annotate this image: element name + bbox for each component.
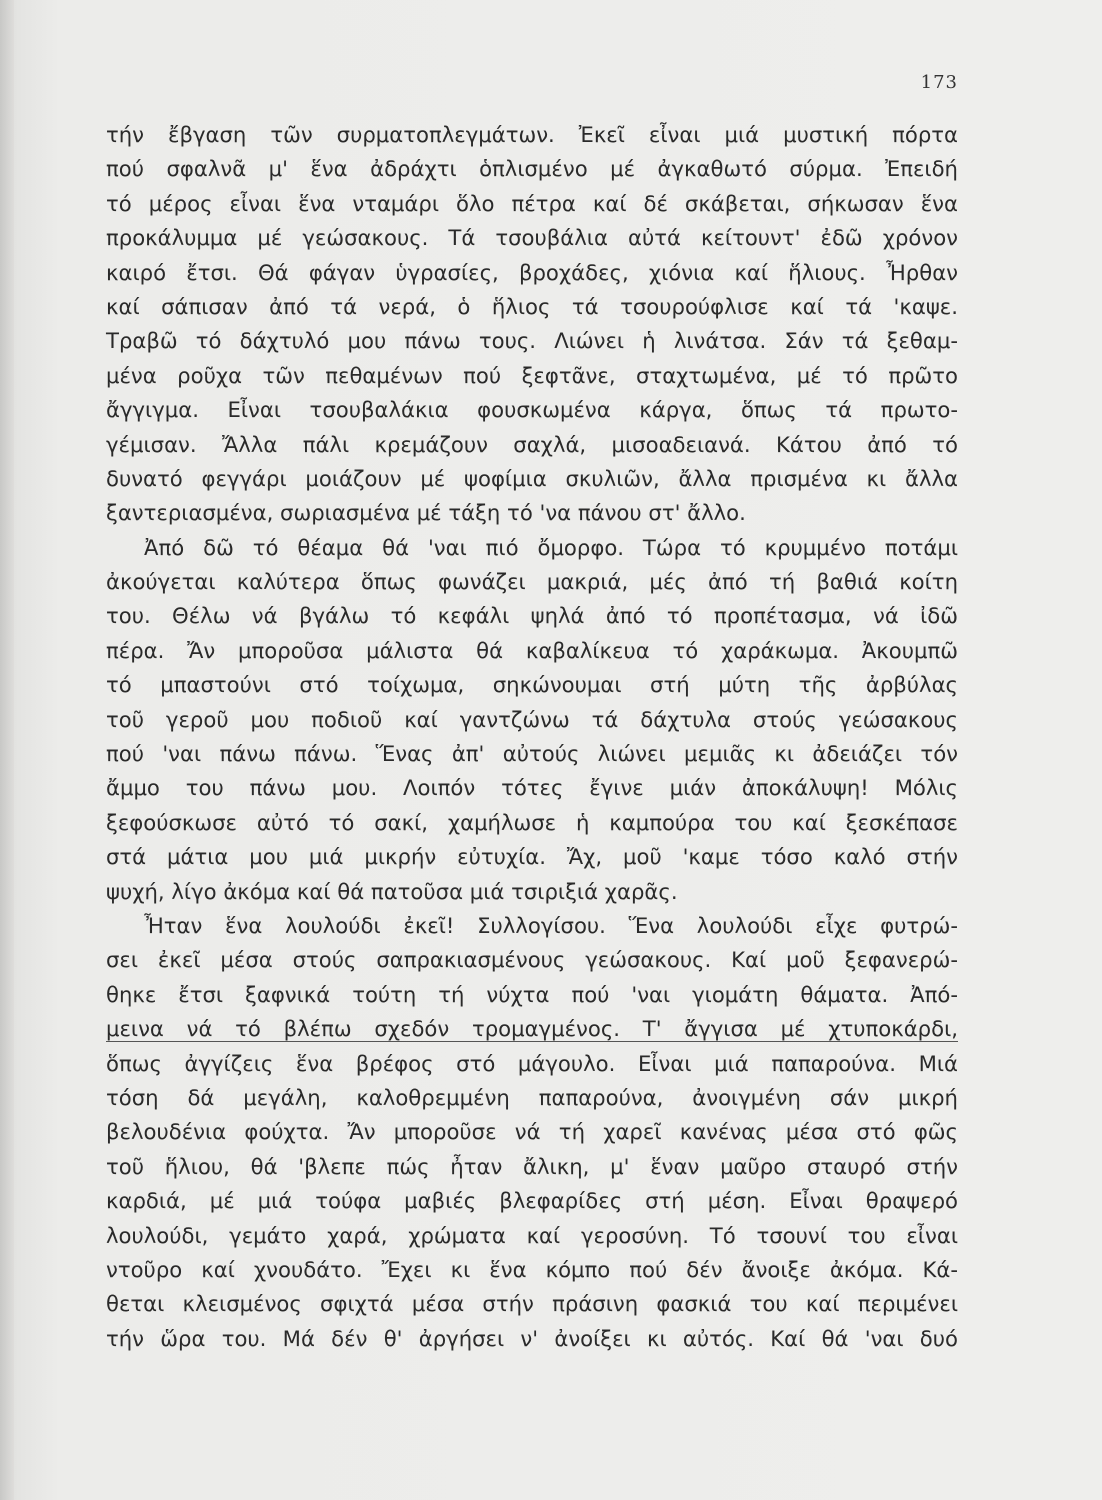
text-line-paragraph-end: ψυχή, λίγο ἀκόμα καί θά πατοῦσα μιά τσιριξιά χαρᾶς. <box>106 878 678 904</box>
text-line: τό μπαστούνι στό τοίχωμα, σηκώνουμαι στή μύτη τῆς ἀρβύλας <box>106 672 958 698</box>
text-line: βελουδένια φούχτα. Ἄν μποροῦσε νά τή χαρεῖ κανένας μέσα στό φῶς <box>106 1119 958 1145</box>
text-line: καιρό ἔτσι. Θά φάγαν ὑγρασίες, βροχάδες, χιόνια καί ἥλιους. Ἦρθαν <box>106 259 958 285</box>
text-line: καρδιά, μέ μιά τούφα μαβιές βλεφαρίδες στή μέση. Εἶναι θραψερό <box>106 1188 958 1214</box>
text-line: δυνατό φεγγάρι μοιάζουν μέ ψοφίμια σκυλιῶν, ἄλλα πρισμένα κι ἄλλα <box>106 465 958 491</box>
text-line: τήν ἔβγαση τῶν συρματοπλεγμάτων. Ἐκεῖ εἶναι μιά μυστική πόρτα <box>106 122 958 147</box>
text-line: λουλούδι, γεμάτο χαρά, χρώματα καί γεροσύνη. Τό τσουνί του εἶναι <box>106 1222 958 1248</box>
text-line-paragraph-end: ξαντεριασμένα, σωριασμένα μέ τάξη τό 'να πάνου στ' ἄλλο. <box>106 500 746 526</box>
book-spine-shadow <box>0 0 14 1500</box>
text-line: θεται κλεισμένος σφιχτά μέσα στήν πράσινη φασκιά του καί περιμένει <box>106 1291 958 1317</box>
text-line: ξεφούσκωσε αὐτό τό σακί, χαμήλωσε ἡ καμπούρα του καί ξεσκέπασε <box>106 809 958 835</box>
text-line: ὅπως ἀγγίζεις ἕνα βρέφος στό μάγουλο. Εἶναι μιά παπαρούνα. Μιά <box>106 1050 958 1076</box>
text-line: προκάλυμμα μέ γεώσακους. Τά τσουβάλια αὐτά κείτουντ' ἐδῶ χρόνον <box>106 225 958 251</box>
text-line-underlined: μεινα νά τό βλέπω σχεδόν τρομαγμένος. Τ' ἄγγισα μέ χτυποκάρδι, <box>106 1016 958 1042</box>
text-line: πέρα. Ἄν μποροῦσα μάλιστα θά καβαλίκευα τό χαράκωμα. Ἀκουμπῶ <box>106 637 958 663</box>
text-line: πού 'ναι πάνω πάνω. Ἕνας ἀπ' αὐτούς λιώνει μεμιᾶς κι ἀδειάζει τόν <box>106 741 958 767</box>
text-line-paragraph-start: Ἦταν ἕνα λουλούδι ἐκεῖ! Συλλογίσου. Ἕνα λουλούδι εἶχε φυτρώ- <box>144 912 958 938</box>
body-text <box>106 118 958 1356</box>
text-line: θηκε ἔτσι ξαφνικά τούτη τή νύχτα πού 'ναι γιομάτη θάματα. Ἀπό- <box>106 981 958 1007</box>
text-line: ἄγγιγμα. Εἶναι τσουβαλάκια φουσκωμένα κάργα, ὅπως τά πρωτο- <box>106 397 958 423</box>
text-line: τόση δά μεγάλη, καλοθρεμμένη παπαρούνα, ἀνοιγμένη σάν μικρή <box>106 1084 958 1110</box>
text-line: τό μέρος εἶναι ἕνα νταμάρι ὅλο πέτρα καί δέ σκάβεται, σήκωσαν ἕνα <box>106 190 958 216</box>
text-line: ἄμμο του πάνω μου. Λοιπόν τότες ἔγινε μιάν ἀποκάλυψη! Μόλις <box>106 775 958 801</box>
text-line: τοῦ ἥλιου, θά 'βλεπε πώς ἦταν ἄλικη, μ' ἕναν μαῦρο σταυρό στήν <box>106 1153 958 1179</box>
text-line: ντοῦρο καί χνουδάτο. Ἔχει κι ἕνα κόμπο πού δέν ἄνοιξε ἀκόμα. Κά- <box>106 1256 958 1282</box>
text-line: τοῦ γεροῦ μου ποδιοῦ καί γαντζώνω τά δάχτυλα στούς γεώσακους <box>106 706 958 732</box>
text-line: Τραβῶ τό δάχτυλό μου πάνω τους. Λιώνει ἡ λινάτσα. Σάν τά ξεθαμ- <box>106 328 958 354</box>
text-line: γέμισαν. Ἄλλα πάλι κρεμάζουν σαχλά, μισοαδειανά. Κάτου ἀπό τό <box>106 431 958 457</box>
text-line: καί σάπισαν ἀπό τά νερά, ὁ ἥλιος τά τσουρούφλισε καί τά 'καψε. <box>106 293 958 319</box>
text-line: σει ἐκεῖ μέσα στούς σαπρακιασμένους γεώσακους. Καί μοῦ ξεφανερώ- <box>106 947 958 973</box>
text-line: του. Θέλω νά βγάλω τό κεφάλι ψηλά ἀπό τό προπέτασμα, νά ἰδῶ <box>106 603 958 629</box>
text-line: μένα ροῦχα τῶν πεθαμένων πού ξεφτᾶνε, σταχτωμένα, μέ τό πρῶτο <box>106 362 958 388</box>
text-line: στά μάτια μου μιά μικρήν εὐτυχία. Ἄχ, μοῦ 'καμε τόσο καλό στήν <box>106 844 958 870</box>
page-number: 173 <box>920 72 958 93</box>
text-line: τήν ὥρα του. Μά δέν θ' ἀργήσει ν' ἀνοίξει κι αὐτός. Καί θά 'ναι δυό <box>106 1325 958 1351</box>
text-line: πού σφαλνᾶ μ' ἕνα ἀδράχτι ὁπλισμένο μέ ἀγκαθωτό σύρμα. Ἐπειδή <box>106 156 958 182</box>
text-line: ἀκούγεται καλύτερα ὅπως φωνάζει μακριά, μές ἀπό τή βαθιά κοίτη <box>106 569 958 595</box>
text-line-paragraph-start: Ἀπό δῶ τό θέαμα θά 'ναι πιό ὄμορφο. Τώρα τό κρυμμένο ποτάμι <box>144 534 958 560</box>
